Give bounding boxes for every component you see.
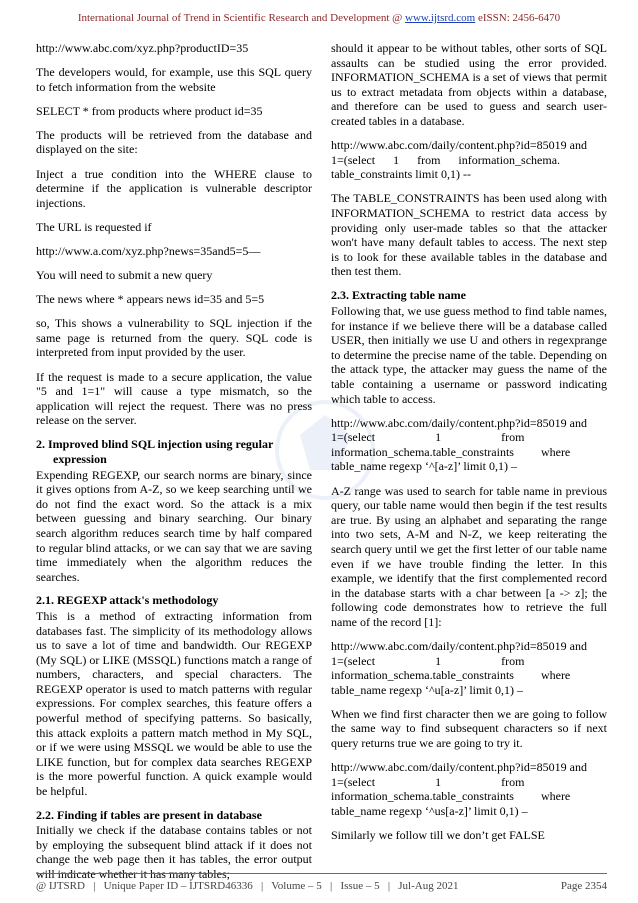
code-snippet xyxy=(331,416,607,474)
code-line: information_schema.table_constraints where xyxy=(331,444,571,459)
code-line: 1=(select 1 from xyxy=(331,774,525,789)
section-heading-2: 2. Improved blind SQL injection using regular expression xyxy=(36,437,274,466)
code-line: 1=(select 1 from information_schema. xyxy=(331,152,561,167)
paragraph: The developers would, for example, use this SQL query to fetch information from the website xyxy=(36,65,312,94)
paragraph: Following that, we use guess method to find table names, for instance if we believe there will be a database called USER, then initially we use U and others in regexprange to determine the precise name of the table. Depending on the attack type, the attacker may guess the name of the table containing a username or password indicating which table to access. xyxy=(331,304,607,406)
paragraph: A-Z range was used to search for table name in previous query, our table name would then begin if the test results are true. By using an alphabet and separating the range into two sets, A-M and N-Z, we keep reiterating the search query until we get the first letter of our table name even if we have trouble finding the letter. In this example, we identify that the first complemented record in the database starts with a char between [a -> z]; the following code demonstrates how to retrieve the full name of the record [1]: xyxy=(331,483,607,629)
paragraph: http://www.abc.com/xyz.php?productID=35 xyxy=(36,41,249,55)
code-line: information_schema.table_constraints where xyxy=(331,668,571,683)
paragraph: Inject a true condition into the WHERE clause to determine if the application is vulnerable descriptor injections. xyxy=(36,166,312,210)
paragraph: The news where * appears news id=35 and 5=5 xyxy=(36,292,265,307)
code-line: http://www.abc.com/daily/content.php?id=85019 and xyxy=(331,138,587,153)
code-line: http://www.abc.com/daily/content.php?id=85019 and xyxy=(331,638,587,653)
paragraph: The TABLE_CONSTRAINTS has been used along with INFORMATION_SCHEMA to restrict data access by providing only user-made tables so that the attacker won't have many default tables to access. The next step is to look for these available tables in the database and then test them. xyxy=(331,191,607,279)
header-text: International Journal of Trend in Scientific Research and Development @ xyxy=(77,12,406,24)
page-footer xyxy=(36,880,607,892)
code-line: http://www.abc.com/daily/content.php?id=85019 and xyxy=(331,415,587,430)
code-line: http://www.abc.com/daily/content.php?id=85019 and xyxy=(331,760,587,775)
footer-divider xyxy=(36,873,607,874)
code-line: information_schema.table_constraints where xyxy=(331,789,571,804)
paragraph: This is a method of extracting information from databases fast. The simplicity of its methodology allows us to save a lot of time and bandwidth. Our REGEXP (My SQL) or LIKE (MSSQL) functions match a range of numbers, characters, and special characters. The REGEXP operator is used to match patterns with regular expressions. For complex searches, this feature offers a powerful method of specifying patterns. So basically, this attack exploits a pattern match method in My SQL, or if we were using MSSQL we would be able to use the LIKE function, but for complex data searches REGEXP is the more powerful function. A quick example would be helpful. xyxy=(36,608,312,799)
paragraph: Initially we check if the database contains tables or not by employing the subsequent blind attack if it does not change the web page then it has tables, the error output will indicate whether it has many tables; xyxy=(36,823,312,881)
journal-website-link[interactable]: www.ijtsrd.com xyxy=(405,12,476,24)
paragraph: so, This shows a vulnerability to SQL injection if the same page is returned from the query. SQL code is interpreted from input provided by the user. xyxy=(36,316,312,360)
paragraph: The URL is requested if xyxy=(36,219,152,234)
code-line: table_name regexp ‘^u[a-z]’ limit 0,1) – xyxy=(331,682,523,697)
paragraph: SELECT * from products where product id=35 xyxy=(36,103,263,118)
paragraph: Similarly we follow till we don’t get FALSE xyxy=(331,828,545,842)
paragraph: If the request is made to a secure application, the value "5 and 1=1" will cause a type mismatch, so the application will reject the request. There was no press release on the server. xyxy=(36,369,312,428)
page-number: Page 2354 xyxy=(560,880,607,892)
code-line: table_constraints limit 0,1) -- xyxy=(331,167,471,182)
footer-info: @ IJTSRD | Unique Paper ID – IJTSRD46336 | Volume – 5 | Issue – 5 | Jul-Aug 2021 xyxy=(36,880,459,892)
section-heading-2-1: 2.1. REGEXP attack's methodology xyxy=(36,593,219,608)
section-heading-2-2: 2.2. Finding if tables are present in database xyxy=(36,807,262,822)
code-line: 1=(select 1 from xyxy=(331,653,525,668)
paragraph: http://www.a.com/xyz.php?news=35and5=5— xyxy=(36,243,261,258)
paragraph: When we find first character then we are going to follow the same way to find subsequent characters so if next query returns true we are going to try it. xyxy=(331,706,607,751)
code-line: table_name regexp ‘^[a-z]’ limit 0,1) – xyxy=(331,459,517,474)
paragraph: should it appear to be without tables, other sorts of SQL assaults can be studied using the error provided. INFORMATION_SCHEMA is a set of views that permit us to extract metadata from objects within a database, and therefore can be used to guess and search user-created tables in a database. xyxy=(331,41,607,128)
paragraph: Expending REGEXP, our search norms are binary, since it gives options from A-Z, so we keep searching until we do not find the exact word. So the attack is a mix between guessing and binary searching. Our binary search algorithm reduces search time by half compared to regular blind attacks, or we can say that we are saving time immediately when the algorithm reduces the searches. xyxy=(36,467,312,584)
right-column xyxy=(331,41,607,852)
left-column xyxy=(36,41,312,891)
code-snippet xyxy=(331,760,607,818)
code-line: 1=(select 1 from xyxy=(331,430,525,445)
section-heading-2-3: 2.3. Extracting table name xyxy=(331,288,466,303)
journal-header xyxy=(0,12,638,24)
paragraph: You will need to submit a new query xyxy=(36,268,213,283)
header-issn: eISSN: 2456-6470 xyxy=(475,12,561,24)
code-snippet xyxy=(331,138,607,182)
code-line: table_name regexp ‘^us[a-z]’ limit 0,1) – xyxy=(331,803,528,818)
paragraph: The products will be retrieved from the database and displayed on the site: xyxy=(36,127,312,157)
code-snippet xyxy=(331,639,607,697)
